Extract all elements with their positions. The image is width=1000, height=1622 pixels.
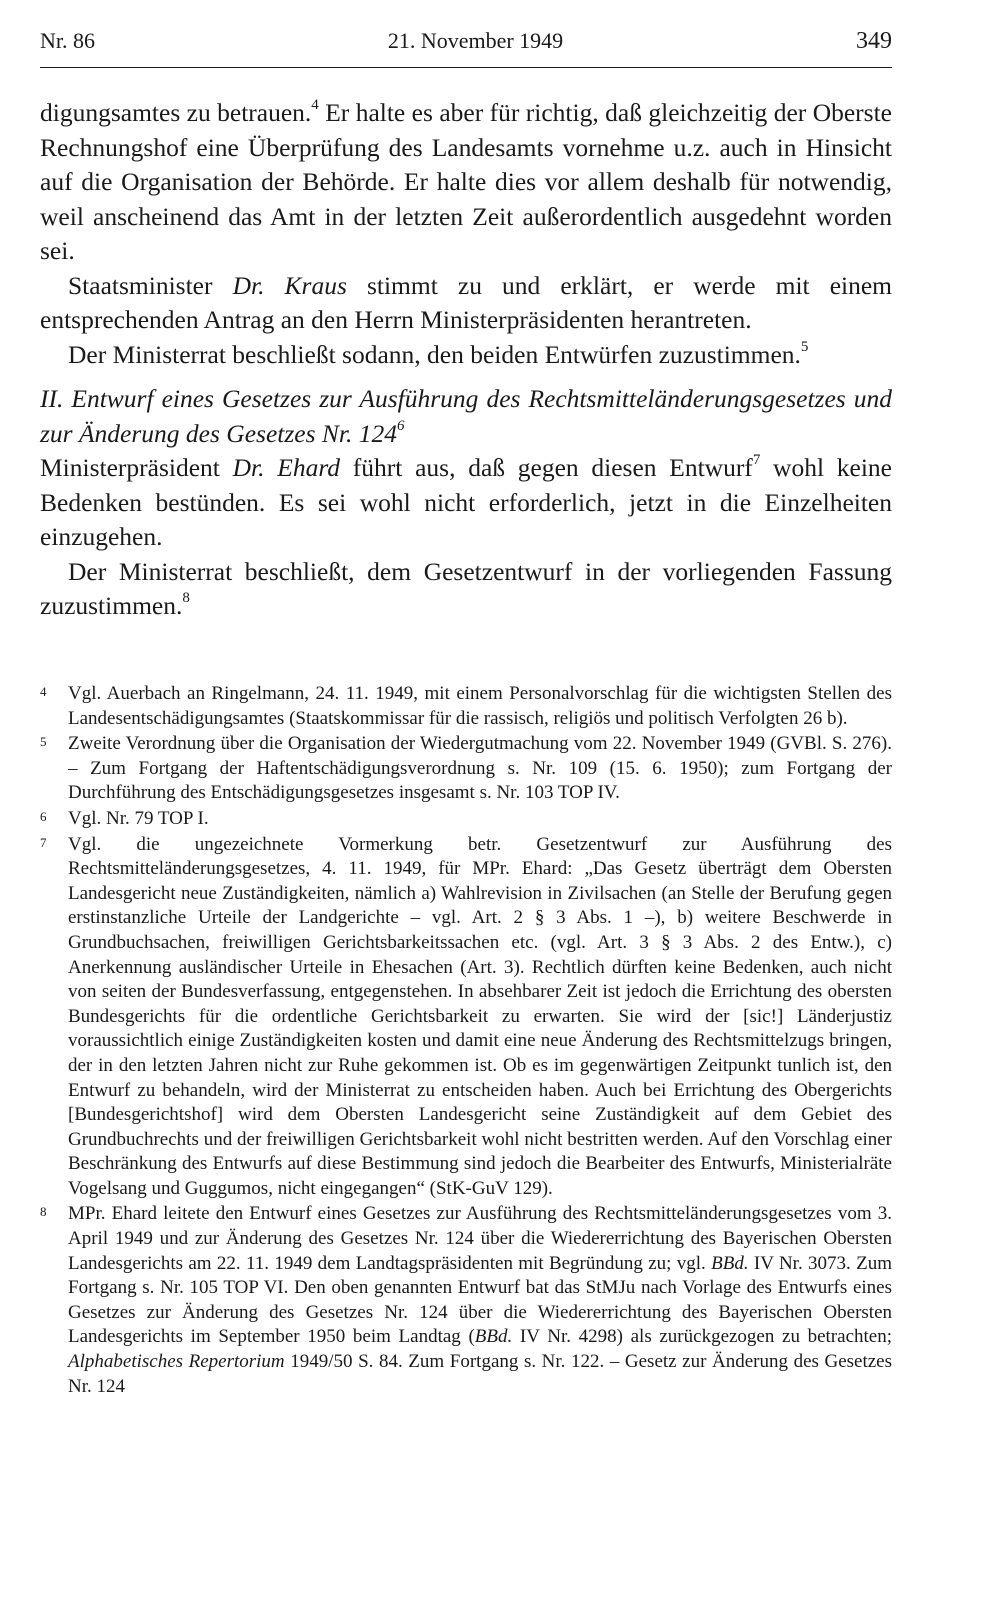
person-name: Ehard [277, 453, 341, 482]
footnote-text: Vgl. Nr. 79 TOP I. [68, 807, 209, 829]
title-abbrev: Dr. [232, 270, 265, 300]
footnote-7 [40, 833, 892, 1202]
paragraph-resolution-1: Der Ministerrat beschließt sodann, den beiden Entwürfen zuzustimmen.$^5$ [68, 338, 809, 369]
header-date: 21. November 1949 [387, 28, 564, 53]
page-number: 349 [855, 28, 892, 54]
footnotes [40, 682, 892, 1400]
footnote-text: Vgl. Auerbach an Ringelmann, 24. 11. 1949, mit einem Personalvorschlag für die wichtigsten Stellen des Landesentschädigungsamtes (Staatskommissar für die rassisch, religiös und politisch Verfolgten 26 b). [68, 683, 892, 729]
footnote-text: MPr. Ehard leitete den Entwurf eines Gesetzes zur Ausführung des Rechtsmitteländerungsgesetzes vom 3. April 1949 und zur Änderung des Gesetzes Nr. 124 über die Wiedererrichtung des Bayerischen Obersten Landesgerichts am 22. 11. 1949 dem Landtagspräsidenten mit Begründung zu; vgl. BBd. IV Nr. 3073. Zum Fortgang s. Nr. 105 TOP VI. Den oben genannten Entwurf bat das StMJu nach Vorlage des Entwurfs eines Gesetzes zur Änderung des Gesetzes Nr. 124 über die Wiedererrichtung des Bayerischen Obersten Landesgerichts im September 1950 beim Landtag (BBd. IV Nr. 4298) als zurückgezogen zu betrachten; Alphabetisches Repertorium 1949/50 S. 84. Zum Fortgang s. Nr. 122. – Gesetz zur Änderung des Gesetzes Nr. 124 [68, 1203, 892, 1397]
paragraph-continuation: digungsamtes zu betrauen.$^4$ Er halte es aber für richtig, daß gleichzeitig der Oberste Rechnungshof eine Überprüfung des Landesamts vornehme u.z. auch in Hinsicht auf die Organisation der Behörde. Er halte dies vor allem deshalb für notwendig, weil anscheinend das Amt in der letzten Zeit außerordentlich ausgedehnt worden sei. [40, 97, 892, 265]
footnote-ref: 8 [182, 590, 190, 606]
footnote-6 [40, 807, 892, 832]
footnote-ref: 6 [397, 417, 405, 434]
running-header [40, 28, 892, 68]
footnote-ref: 4 [311, 97, 319, 113]
footnote-ref: 7 [752, 452, 761, 468]
footnote-ref: 5 [800, 338, 809, 355]
footnote-number: 4 [40, 684, 47, 699]
citation-ref: BBd. [711, 1252, 749, 1274]
footnote-number: 5 [40, 734, 47, 750]
footnote-number: 6 [40, 808, 47, 824]
title-abbrev: Dr. [232, 453, 265, 482]
footnote-4 [40, 682, 892, 731]
paragraph-ehard: Ministerpräsident Dr. Ehard führt aus, daß gegen diesen Entwurf$^7$ wohl keine Bedenken bestünden. Es sei wohl nicht erforderlich, jetzt in die Einzelheiten einzugehen. [40, 452, 892, 551]
main-text [40, 96, 892, 624]
person-name: Kraus [284, 270, 347, 300]
paragraph-resolution-2: Der Ministerrat beschließt, dem Gesetzentwurf in der vorliegenden Fassung zuzustimmen.$^8$ [40, 556, 892, 620]
paragraph-kraus: Staatsminister Dr. Kraus stimmt zu und erklärt, er werde mit einem entsprechenden Antrag an den Herrn Ministerpräsidenten herantreten. [40, 270, 892, 334]
footnote-number: 7 [40, 834, 47, 850]
footnote-5 [40, 732, 892, 806]
footnote-text: Zweite Verordnung über die Organisation der Wiedergutmachung vom 22. November 1949 (GVBl. S. 276). – Zum Fortgang der Haftentschädigungsverordnung s. Nr. 109 (15. 6. 1950); zum Fortgang der Durchführung des Entschädigungsgesetzes insgesamt s. Nr. 103 TOP IV. [68, 733, 892, 804]
agenda-heading: II. Entwurf eines Gesetzes zur Ausführung des Rechtsmitteländerungsgesetzes und zur Änderung des Gesetzes Nr. $124^6$ [40, 384, 892, 448]
citation-ref: BBd. [474, 1326, 513, 1348]
document-number: Nr. 86 [40, 28, 95, 53]
footnote-8 [40, 1202, 892, 1399]
footnote-text: Vgl. die ungezeichnete Vormerkung betr. Gesetzentwurf zur Ausführung des Rechtsmitteländerungsgesetzes, 4. 11. 1949, für MPr. Ehard: „Das Gesetz überträgt dem Obersten Landesgericht neue Zuständigkeiten, nämlich a) Wahlrevision in Zivilsachen (an Stelle der Berufung gegen erstinstanzliche Urteile der Landgerichte – vgl. Art. 2 § 3 Abs. 1 –), b) weitere Beschwerde in Grundbuchsachen, freiwilligen Gerichtsbarkeitssachen etc. (vgl. Art. 3 § 3 Abs. 2 des Entw.), c) Anerkennung ausländischer Urteile in Ehesachen (Art. 3). Rechtlich dürften keine Bedenken, auch nicht von seiten der Bundesverfassung, entgegenstehen. In absehbarer Zeit ist jedoch die Errichtung des obersten Bundesgerichts für die ordentliche Gerichtsbarkeit zu erwarten. Sie wird der [sic!] Länderjustiz voraussichtlich einige Zuständigkeiten kosten und damit eine neue Änderung des Rechtsmittelzugs bringen, der in den letzten Jahren nicht zur Ruhe gekommen ist. Ob es im gegenwärtigen Zeitpunkt tunlich ist, den Entwurf zu behandeln, wird der Ministerrat zu entscheiden haben. Auch bei Errichtung des Obergerichts [Bundesgerichtshof] wird dem Obersten Landesgericht seine Zuständigkeit auf dem Gebiet des Grundbuchrechts und der freiwilligen Gerichtsbarkeit wohl nicht bestritten werden. Auf den Vorschlag einer Beschränkung des Entwurfs auf diese Bestimmung sind jedoch die Bearbeiter des Entwurfs, Ministerialräte Vogelsang und Guggumos, nicht eingegangen“ (StK-GuV 129). [68, 833, 892, 1199]
citation-ref: Alphabetisches Repertorium [68, 1351, 285, 1373]
footnote-number: 8 [40, 1204, 47, 1220]
